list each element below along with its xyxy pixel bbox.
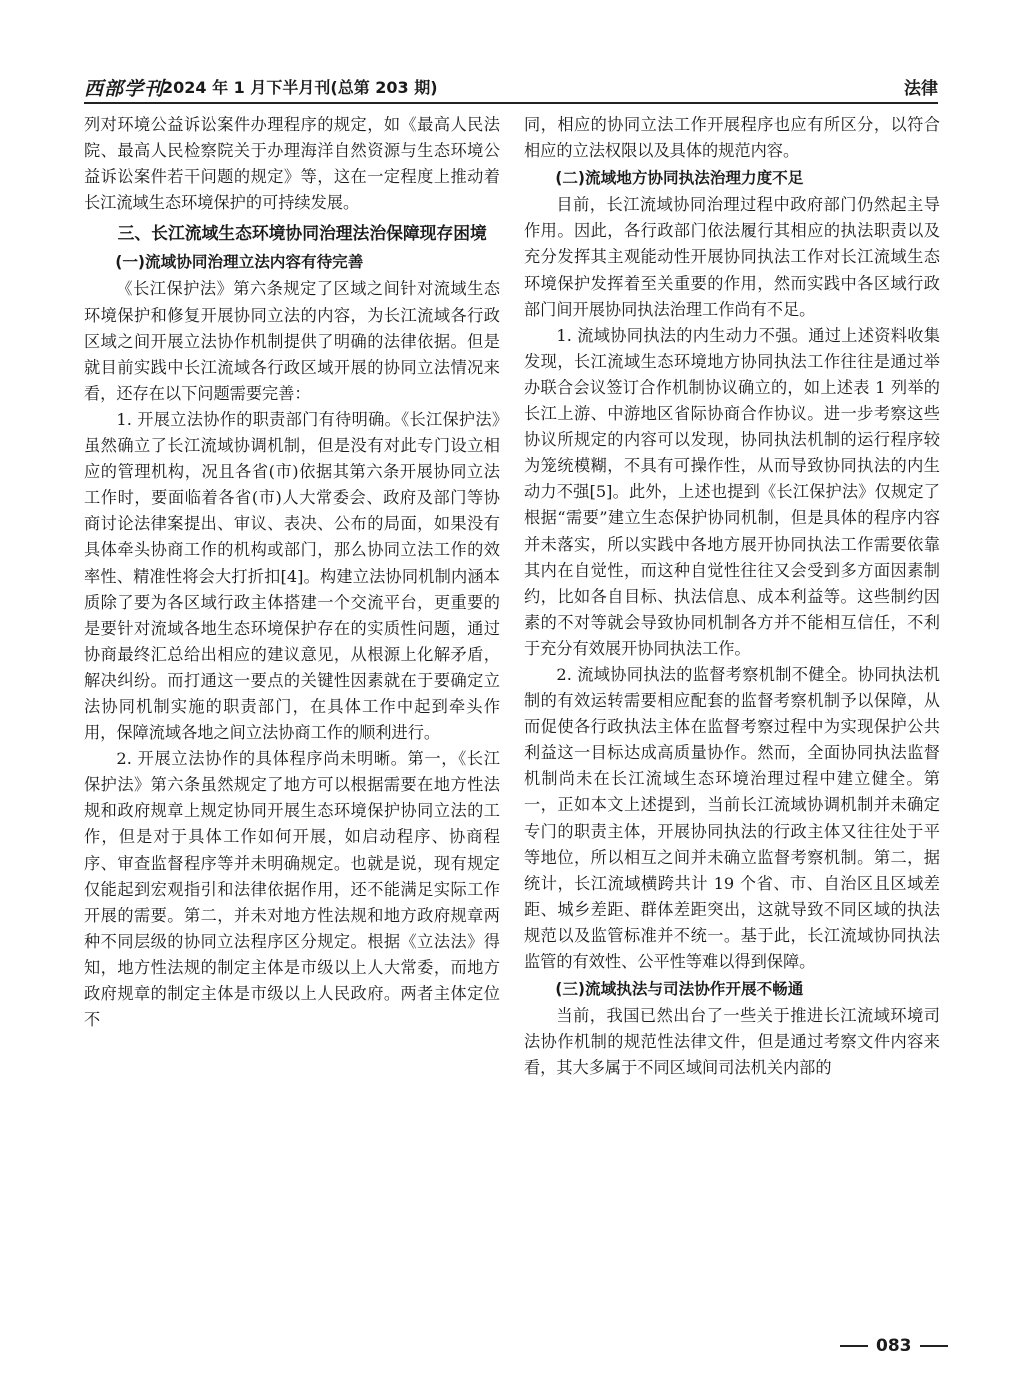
subsection-heading: (一)流域协同治理立法内容有待完善 [115, 253, 364, 272]
paragraph: 2. 流域协同执法的监督考察机制不健全。协同执法机制的有效运转需要相应配套的监督考察机制予以保障，从而促使各行政执法主体在监督考察过程中为实现保护公共利益这一目标达成高质量协作。然而，全面协同执法监督机制尚未在长江流域生态环境治理过程中建立健全。第一，正如本文上述提到，当前长江流域协调机制并未确定专门的职责主体，开展协同执法的行政主体又往往处于平等地位，所以相互之间并未确立监督考察机制。第二，据统计，长江流域横跨共计 19 个省、市、自治区且区域差距、城乡差距、群体差距突出，这就导致不同区域的执法规范以及监管标准并不统一。基于此，长江流域协同执法监管的有效性、公平性等难以得到保障。 [524, 664, 940, 971]
paragraph: 列对环境公益诉讼案件办理程序的规定，如《最高人民法院、最高人民检察院关于办理海洋自然资源与生态环境公益诉讼案件若干问题的规定》等，这在一定程度上推动着长江流域生态环境保护的可持续发展。 [84, 115, 500, 213]
paragraph: 1. 流域协同执法的内生动力不强。通过上述资料收集发现，长江流域生态环境地方协同执法工作往往是通过举办联合会议签订合作机制协议确立的，如上述表 1 列举的长江上游、中游地区省际协商合作协议。进一步考察这些协议所规定的内容可以发现，协同执法机制的运行程序较为笼统模糊，不具有可操作性，从而导致协同执法的内生动力不强[5]。此外，上述也提到《长江保护法》仅规定了根据“需要”建立生态保护协同机制，但是具体的程序内容并未落实，所以实践中各地方展开协同执法工作需要依靠其内在自觉性，而这种自觉性往往又会受到多方面因素制约，比如各自目标、执法信息、成本利益等。这些制约因素的不对等就会导致协同机制各方并不能相互信任，不利于充分有效展开协同执法工作。 [524, 325, 940, 658]
subsection-heading: (三)流域执法与司法协作开展不畅通 [555, 980, 804, 999]
running-header [84, 70, 938, 104]
dash-left [840, 1345, 868, 1347]
page-number [832, 1336, 956, 1356]
paragraph: 同，相应的协同立法工作开展程序也应有所区分，以符合相应的立法权限以及具体的规范内容。 [524, 115, 940, 161]
paragraph: 《长江保护法》第六条规定了区域之间针对流域生态环境保护和修复开展协同立法的内容，为长江流域各行政区域之间开展立法协作机制提供了明确的法律依据。但是就目前实践中长江流域各行政区域开展的协同立法情况来看，还存在以下问题需要完善： [84, 279, 500, 403]
journal-name-logo: 西部学刊 [84, 78, 165, 100]
issue-info: 2024 年 1 月下半月刊(总第 203 期) [162, 78, 438, 97]
paragraph: 1. 开展立法协作的职责部门有待明确。《长江保护法》虽然确立了长江流域协调机制，但是没有对此专门设立相应的管理机构，况且各省(市)依据其第六条开展协同立法工作时，要面临着各省(市)人大常委会、政府及部门等协商讨论法律案提出、审议、表决、公布的局面，如果没有具体牵头协商工作的机构或部门，那么协同立法工作的效率性、精准性将会大打折扣[4]。构建立法协同机制内涵本质除了要为各区域行政主体搭建一个交流平台，更重要的是要针对流域各地生态环境保护存在的实质性问题，通过协商最终汇总给出相应的建议意见，从根源上化解矛盾，解决纠纷。而打通这一要点的关键性因素就在于要确定立法协同机制实施的职责部门，在具体工作中起到牵头作用，保障流域各地之间立法协商工作的顺利进行。 [84, 409, 500, 743]
section-heading: 三、长江流域生态环境协同治理法治保障现存困境 [117, 223, 487, 244]
right-column [524, 112, 940, 1081]
paragraph: 2. 开展立法协作的具体程序尚未明晰。第一，《长江保护法》第六条虽然规定了地方可以根据需要在地方性法规和政府规章上规定协同开展生态环境保护协同立法的工作，但是对于具体工作如何开展，如启动程序、协商程序、审查监督程序等并未明确规定。也就是说，现有规定仅能起到宏观指引和法律依据作用，还不能满足实际工作开展的需要。第二，并未对地方性法规和地方政府规章两种不同层级的协同立法程序区分规定。根据《立法法》得知，地方性法规的制定主体是市级以上人大常委，而地方政府规章的制定主体是市级以上人民政府。两者主体定位不 [84, 749, 500, 1030]
subsection-heading: (二)流域地方协同执法治理力度不足 [555, 169, 804, 188]
section-label: 法律 [904, 79, 938, 99]
left-column [84, 112, 500, 1033]
paragraph: 当前，我国已然出台了一些关于推进长江流域环境司法协作机制的规范性法律文件，但是通过考察文件内容来看，其大多属于不同区域间司法机关内部的 [524, 1006, 940, 1078]
page-number-text: 083 [876, 1336, 912, 1356]
dash-right [920, 1345, 948, 1347]
paragraph: 目前，长江流域协同治理过程中政府部门仍然起主导作用。因此，各行政部门依法履行其相应的执法职责以及充分发挥其主观能动性开展协同执法工作对长江流域生态环境保护发挥着至关重要的作用，然而实践中各区域行政部门间开展协同执法治理工作尚有不足。 [524, 195, 940, 319]
